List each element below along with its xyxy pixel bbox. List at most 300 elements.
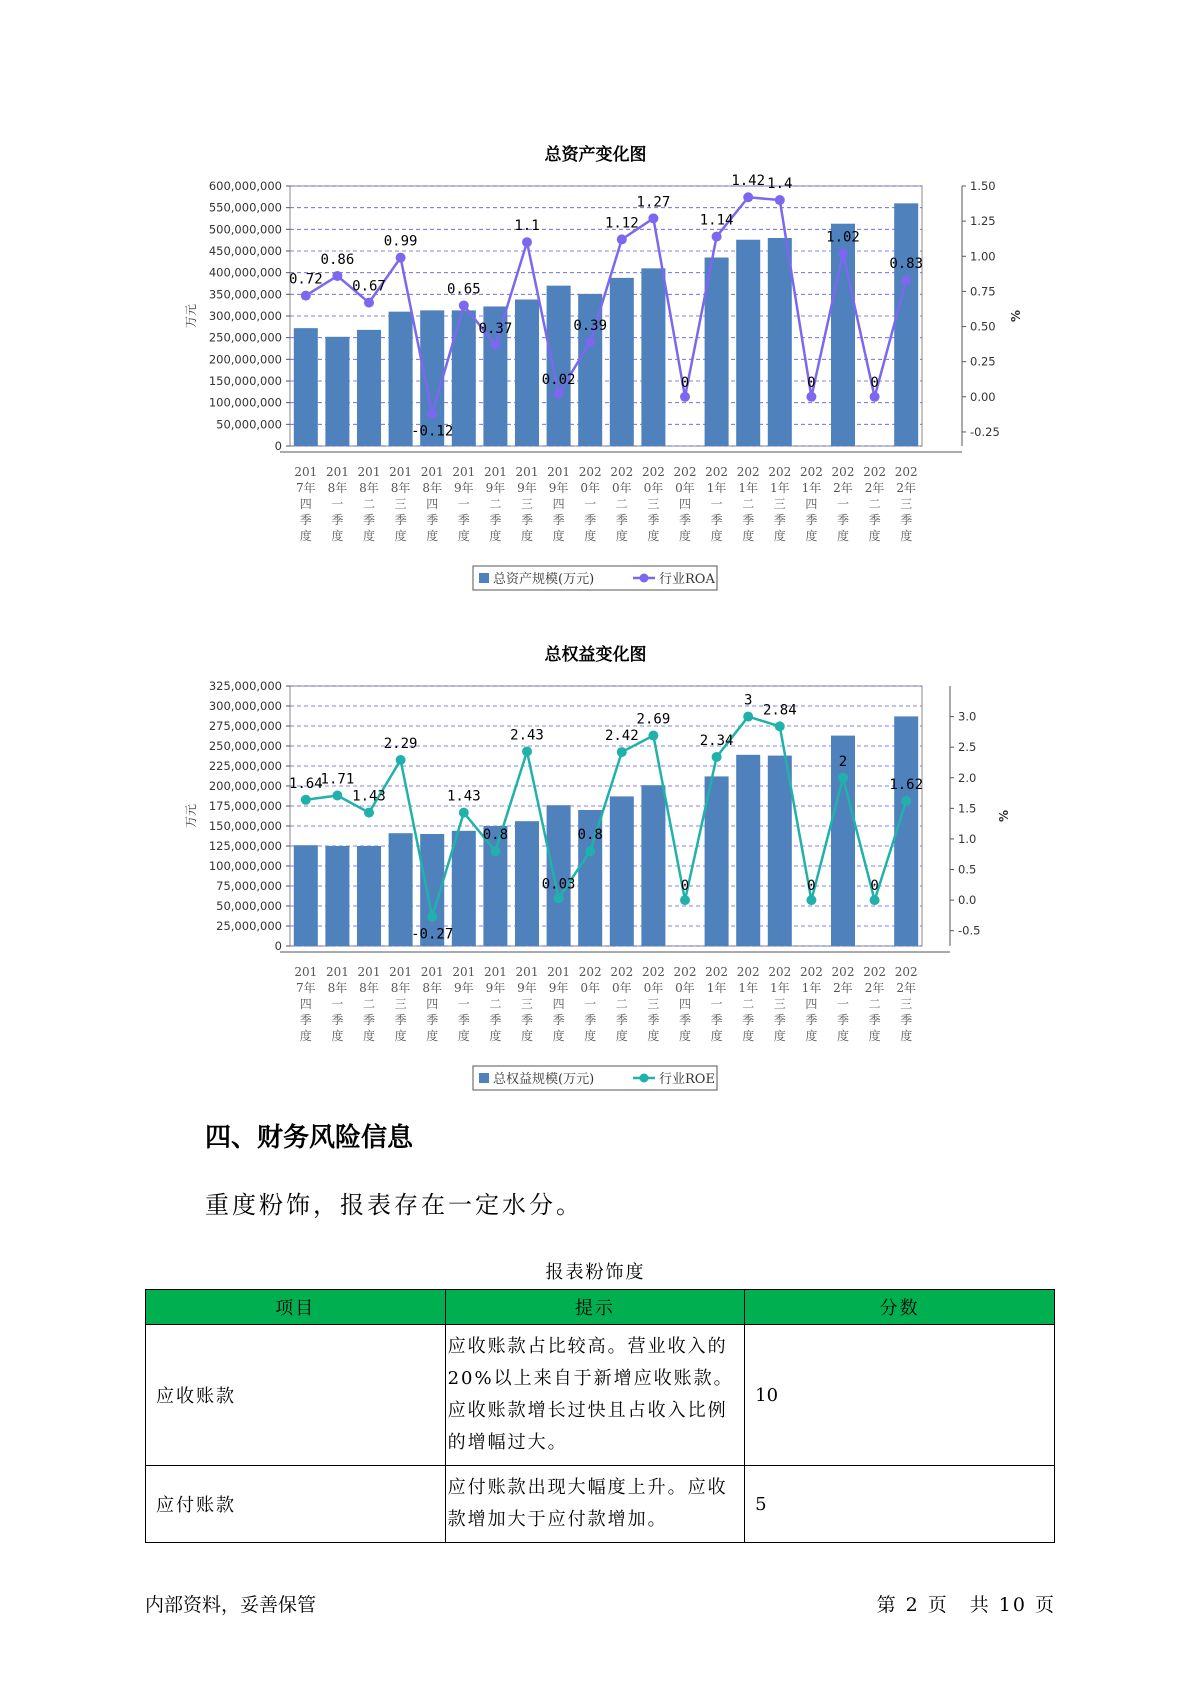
x-tick-label: 季	[584, 1013, 597, 1027]
bar	[357, 330, 381, 446]
row-item: 应收账款	[146, 1325, 446, 1466]
data-label: 1.71	[320, 771, 355, 788]
x-tick-label: 季	[552, 1013, 565, 1027]
x-tick-label: 201	[515, 465, 539, 479]
bar	[768, 756, 792, 946]
x-tick-label: 度	[489, 1029, 502, 1043]
x-tick-label: 1年	[706, 981, 727, 995]
x-tick-label: 201	[294, 465, 318, 479]
line-point	[870, 392, 880, 402]
line-point	[838, 248, 848, 258]
line-point	[806, 392, 816, 402]
x-tick-label: 度	[678, 529, 692, 543]
x-tick-label: 季	[615, 513, 628, 527]
x-tick-label: 度	[331, 1029, 344, 1043]
x-tick-label: 1年	[769, 481, 790, 495]
x-tick-label: 季	[805, 513, 818, 527]
x-tick-label: 度	[615, 529, 628, 543]
x-tick-label: 1年	[769, 981, 790, 995]
x-tick-label: 三	[773, 497, 786, 511]
data-label: 2	[838, 753, 848, 770]
x-tick-label: 四	[678, 997, 692, 1011]
x-tick-label: 一	[331, 997, 344, 1011]
x-tick-label: 8年	[422, 481, 443, 495]
bar	[894, 203, 918, 446]
table-header-row	[146, 1290, 1055, 1325]
x-tick-label: 度	[710, 1029, 723, 1043]
legend-bar-swatch	[479, 573, 489, 583]
x-tick-label: 度	[773, 529, 786, 543]
line-point	[396, 755, 406, 765]
legend-line-marker	[640, 574, 649, 583]
x-tick-label: 202	[610, 465, 634, 479]
x-tick-label: 一	[584, 997, 597, 1011]
legend-label: 总资产规模(万元)	[493, 572, 595, 587]
x-tick-label: 0年	[611, 481, 632, 495]
line-point	[301, 291, 311, 301]
legend-line-marker	[640, 1074, 649, 1083]
x-tick-label: 201	[357, 965, 381, 979]
x-tick-label: 202	[610, 965, 634, 979]
x-tick-label: 季	[710, 513, 723, 527]
x-tick-label: 9年	[517, 981, 537, 995]
data-label: -0.12	[411, 423, 454, 440]
line-point	[396, 253, 406, 263]
data-label: 0	[870, 878, 879, 895]
bar	[705, 776, 729, 946]
line-point	[712, 752, 722, 762]
line-point	[554, 893, 564, 903]
data-label: 0.67	[352, 278, 386, 295]
bar	[736, 755, 760, 946]
x-tick-label: 季	[868, 1013, 881, 1027]
y-tick-label: 150,000,000	[208, 819, 282, 833]
y-tick-label: 250,000,000	[208, 739, 282, 753]
y-tick-label: 275,000,000	[208, 719, 282, 733]
line-point	[364, 808, 374, 818]
x-tick-label: 0年	[643, 481, 664, 495]
x-tick-label: 二	[362, 497, 376, 511]
x-tick-label: 季	[520, 1013, 534, 1027]
x-tick-label: 四	[805, 497, 818, 511]
x-tick-label: 202	[768, 465, 792, 479]
x-tick-label: 201	[357, 465, 381, 479]
y-tick-label: 100,000,000	[208, 859, 282, 873]
x-tick-label: 8年	[359, 481, 379, 495]
data-label: 2.29	[383, 736, 418, 753]
x-tick-label: 202	[736, 965, 760, 979]
data-label: 0	[807, 878, 816, 895]
x-tick-label: 四	[299, 497, 312, 511]
x-tick-label: 季	[394, 513, 407, 527]
x-tick-label: 度	[900, 1029, 913, 1043]
x-tick-label: 201	[325, 465, 349, 479]
line-point	[554, 389, 564, 399]
footer-note: 内部资料，妥善保管	[145, 1594, 317, 1616]
legend-bar-swatch	[479, 1073, 489, 1083]
x-tick-label: 202	[578, 465, 602, 479]
line-point	[743, 712, 753, 722]
line-point	[585, 846, 595, 856]
x-tick-label: 二	[362, 997, 376, 1011]
y-tick-label: 50,000,000	[216, 417, 282, 432]
x-tick-label: 季	[489, 1013, 502, 1027]
y2-tick-label: 2.5	[958, 740, 977, 755]
x-tick-label: 二	[615, 497, 628, 511]
row-hint: 应收账款占比较高。营业收入的20%以上来自于新增应收账款。应收账款增长过快且占收入比例的增幅过大。	[445, 1325, 745, 1466]
x-tick-label: 9年	[485, 481, 506, 495]
y-tick-label: 325,000,000	[208, 679, 282, 693]
y-tick-label: 600,000,000	[208, 179, 282, 193]
total-equity-chart-svg	[0, 640, 1191, 1095]
line-point	[522, 237, 532, 247]
x-tick-label: 202	[894, 965, 918, 979]
data-label: 0.83	[889, 256, 924, 273]
section-title: 四、财务风险信息	[205, 1123, 414, 1153]
whitewash-table	[145, 1289, 1055, 1543]
x-tick-label: 季	[299, 1013, 312, 1027]
x-tick-label: 三	[647, 497, 660, 511]
x-tick-label: 一	[457, 997, 470, 1011]
x-tick-label: 季	[678, 1013, 692, 1027]
row-item: 应付账款	[146, 1466, 446, 1543]
x-tick-label: 1年	[801, 481, 822, 495]
x-tick-label: 季	[489, 513, 502, 527]
bar	[325, 337, 349, 446]
x-tick-label: 一	[836, 497, 850, 511]
bar	[547, 286, 571, 446]
x-tick-label: 度	[836, 529, 850, 543]
x-tick-label: 季	[426, 1013, 439, 1027]
x-tick-label: 度	[457, 1029, 470, 1043]
y-tick-label: 550,000,000	[208, 200, 282, 215]
legend-label: 总权益规模(万元)	[493, 1072, 595, 1087]
x-tick-label: 201	[547, 965, 571, 979]
y-axis-label: 万元	[184, 803, 198, 829]
x-tick-label: 季	[900, 513, 913, 527]
x-tick-label: 0年	[580, 981, 601, 995]
bar	[610, 278, 634, 446]
x-tick-label: 一	[836, 997, 850, 1011]
data-label: 2.42	[604, 728, 639, 745]
y-tick-label: 350,000,000	[208, 287, 282, 302]
x-tick-label: 202	[863, 465, 887, 479]
x-tick-label: 度	[426, 1029, 439, 1043]
x-tick-label: 202	[863, 965, 887, 979]
y2-tick-label: 0.50	[970, 319, 996, 334]
line-point	[301, 795, 311, 805]
x-tick-label: 度	[520, 529, 534, 543]
y-tick-label: 500,000,000	[208, 222, 282, 237]
line-point	[870, 895, 880, 905]
data-label: -0.27	[411, 926, 454, 943]
bar	[483, 826, 507, 946]
x-tick-label: 三	[900, 997, 913, 1011]
y-tick-label: 50,000,000	[216, 899, 282, 913]
x-tick-label: 7年	[295, 481, 316, 495]
header-score: 分数	[745, 1290, 1055, 1325]
y-tick-label: 300,000,000	[208, 309, 282, 323]
line-point	[459, 300, 469, 310]
data-label: 0.39	[573, 318, 608, 334]
y2-tick-label: 0.5	[958, 862, 977, 877]
x-tick-label: 季	[805, 1013, 818, 1027]
x-tick-label: 二	[489, 997, 502, 1011]
x-tick-label: 二	[742, 997, 755, 1011]
x-tick-label: 8年	[422, 981, 443, 995]
x-tick-label: 季	[868, 513, 881, 527]
x-tick-label: 202	[673, 465, 697, 479]
x-tick-label: 2年	[833, 481, 853, 495]
x-tick-label: 季	[552, 513, 565, 527]
x-tick-label: 201	[325, 965, 349, 979]
x-tick-label: 度	[520, 1029, 534, 1043]
x-tick-label: 度	[836, 1029, 850, 1043]
row-score: 5	[745, 1466, 1055, 1543]
data-label: 3	[743, 692, 753, 709]
x-tick-label: 四	[426, 997, 439, 1011]
x-tick-label: 201	[483, 965, 507, 979]
x-tick-label: 2年	[864, 981, 885, 995]
x-tick-label: 201	[420, 465, 444, 479]
x-tick-label: 0年	[675, 981, 695, 995]
x-tick-label: 度	[710, 529, 723, 543]
bar	[641, 268, 665, 446]
y2-tick-label: 1.25	[970, 214, 996, 229]
x-tick-label: 202	[578, 965, 602, 979]
data-label: 1.43	[352, 788, 386, 805]
bar	[515, 300, 539, 446]
x-tick-label: 201	[515, 965, 539, 979]
x-tick-label: 度	[615, 1029, 628, 1043]
x-tick-label: 202	[673, 965, 697, 979]
data-label: 0.86	[320, 251, 355, 268]
line-point	[490, 846, 500, 856]
line-point	[680, 895, 690, 905]
y2-axis-label: %	[997, 809, 1011, 823]
line-point	[648, 731, 658, 741]
x-tick-label: 1年	[738, 981, 759, 995]
x-tick-label: 1年	[801, 981, 822, 995]
x-tick-label: 度	[299, 1029, 312, 1043]
x-tick-label: 9年	[517, 481, 537, 495]
x-tick-label: 202	[768, 965, 792, 979]
line-point	[712, 232, 722, 242]
y-tick-label: 100,000,000	[208, 395, 282, 410]
legend-label: 行业ROA	[659, 572, 715, 587]
x-tick-label: 度	[331, 529, 344, 543]
x-tick-label: 度	[742, 529, 755, 543]
x-tick-label: 201	[483, 465, 507, 479]
data-label: 1.14	[699, 212, 734, 229]
y-tick-label: 300,000,000	[208, 699, 282, 713]
x-tick-label: 四	[678, 497, 692, 511]
x-tick-label: 8年	[390, 981, 411, 995]
bar	[294, 845, 318, 946]
bar	[736, 240, 760, 446]
x-tick-label: 季	[773, 1013, 786, 1027]
line-point	[901, 796, 911, 806]
bar	[294, 328, 318, 446]
y-tick-label: 250,000,000	[208, 330, 282, 345]
x-tick-label: 季	[394, 1013, 407, 1027]
line-point	[490, 340, 500, 350]
data-label: 0.99	[383, 233, 418, 250]
x-tick-label: 度	[647, 529, 660, 543]
x-tick-label: 202	[641, 965, 665, 979]
x-tick-label: 一	[710, 997, 723, 1011]
row-hint: 应付账款出现大幅度上升。应收款增加大于应付款增加。	[445, 1466, 745, 1543]
x-tick-label: 度	[900, 529, 913, 543]
x-tick-label: 202	[831, 465, 855, 479]
bar	[610, 796, 634, 946]
row-score: 10	[745, 1325, 1055, 1466]
data-label: 1.4	[767, 176, 793, 193]
x-tick-label: 度	[299, 529, 312, 543]
x-tick-label: 0年	[675, 481, 695, 495]
y-tick-label: 0	[274, 939, 282, 953]
y2-tick-label: 0.00	[970, 389, 996, 404]
data-label: 2.69	[636, 711, 671, 728]
x-tick-label: 201	[547, 465, 571, 479]
y2-tick-label: 0.0	[958, 893, 977, 908]
x-tick-label: 三	[900, 497, 913, 511]
x-tick-label: 度	[584, 1029, 597, 1043]
y-axis-label: 万元	[184, 303, 198, 329]
x-tick-label: 9年	[548, 981, 569, 995]
y-tick-label: 400,000,000	[208, 265, 282, 280]
y2-axis-label: %	[1009, 309, 1023, 323]
line-point	[775, 195, 785, 205]
data-label: 0	[680, 878, 690, 895]
x-tick-label: 度	[805, 1029, 818, 1043]
page-number: 第 2 页 共 10 页	[876, 1594, 1056, 1616]
x-tick-label: 2年	[864, 481, 885, 495]
x-tick-label: 季	[836, 513, 850, 527]
data-label: 1.27	[636, 194, 671, 211]
line-point	[775, 721, 785, 731]
x-tick-label: 度	[773, 1029, 786, 1043]
plot-area	[290, 686, 922, 946]
bar	[357, 846, 381, 946]
data-label: 0.72	[288, 271, 323, 288]
total-equity-chart	[0, 640, 1191, 1095]
x-tick-label: 季	[457, 1013, 470, 1027]
x-tick-label: 三	[647, 997, 660, 1011]
data-label: 2.34	[699, 732, 734, 749]
x-tick-label: 201	[389, 465, 413, 479]
line-point	[364, 298, 374, 308]
x-tick-label: 季	[678, 513, 692, 527]
section-text: 重度粉饰，报表存在一定水分。	[205, 1191, 583, 1219]
data-label: 0.02	[541, 372, 576, 388]
x-tick-label: 度	[457, 529, 470, 543]
x-tick-label: 2年	[896, 981, 917, 995]
x-tick-label: 度	[362, 1029, 376, 1043]
y-tick-label: 200,000,000	[208, 779, 282, 793]
x-tick-label: 三	[520, 997, 534, 1011]
x-tick-label: 202	[641, 465, 665, 479]
x-tick-label: 季	[742, 1013, 755, 1027]
x-tick-label: 季	[362, 1013, 376, 1027]
x-tick-label: 四	[299, 997, 312, 1011]
bar	[389, 312, 413, 446]
x-tick-label: 201	[420, 965, 444, 979]
x-tick-label: 季	[773, 513, 786, 527]
bar	[768, 238, 792, 446]
x-tick-label: 202	[799, 465, 823, 479]
x-tick-label: 三	[394, 997, 407, 1011]
table-row	[146, 1325, 1055, 1466]
x-tick-label: 二	[489, 497, 502, 511]
x-tick-label: 季	[647, 513, 660, 527]
x-tick-label: 8年	[327, 981, 348, 995]
x-tick-label: 季	[331, 513, 344, 527]
chart-title: 总资产变化图	[544, 145, 647, 165]
x-tick-label: 季	[457, 513, 470, 527]
x-tick-label: 度	[394, 1029, 407, 1043]
x-tick-label: 季	[520, 513, 534, 527]
data-label: 0.65	[446, 281, 481, 298]
legend-label: 行业ROE	[659, 1072, 715, 1087]
x-tick-label: 202	[894, 465, 918, 479]
x-tick-label: 度	[742, 1029, 755, 1043]
y-tick-label: 175,000,000	[208, 799, 282, 813]
x-tick-label: 一	[710, 497, 723, 511]
line-point	[648, 213, 658, 223]
x-tick-label: 8年	[390, 481, 411, 495]
x-tick-label: 一	[584, 497, 597, 511]
total-assets-chart-svg	[0, 140, 1191, 595]
x-tick-label: 202	[705, 465, 729, 479]
x-tick-label: 9年	[485, 981, 506, 995]
data-label: 1.12	[604, 215, 639, 232]
y-tick-label: 75,000,000	[216, 879, 282, 893]
x-tick-label: 8年	[327, 481, 348, 495]
data-label: 1.62	[889, 777, 924, 794]
x-tick-label: 季	[710, 1013, 723, 1027]
data-label: 1.02	[826, 229, 860, 246]
y2-tick-label: 1.0	[958, 831, 977, 846]
x-tick-label: 二	[868, 997, 881, 1011]
x-tick-label: 201	[452, 965, 476, 979]
x-tick-label: 度	[552, 1029, 565, 1043]
bar	[515, 821, 539, 946]
chart-title: 总权益变化图	[544, 645, 647, 665]
x-tick-label: 8年	[359, 981, 379, 995]
data-label: 0.03	[541, 876, 576, 893]
x-tick-label: 季	[647, 1013, 660, 1027]
line-point	[459, 808, 469, 818]
data-label: 0	[870, 374, 879, 391]
x-tick-label: 202	[736, 465, 760, 479]
line-point	[680, 392, 690, 402]
y2-tick-label: 1.00	[970, 249, 996, 264]
x-tick-label: 季	[900, 1013, 913, 1027]
x-tick-label: 季	[584, 513, 597, 527]
x-tick-label: 季	[615, 1013, 628, 1027]
y-tick-label: 25,000,000	[216, 919, 282, 933]
y2-tick-label: 0.25	[970, 354, 996, 369]
x-tick-label: 0年	[611, 981, 632, 995]
line-point	[427, 409, 437, 419]
x-tick-label: 季	[362, 513, 376, 527]
header-item: 项目	[146, 1290, 446, 1325]
data-label: 2.84	[762, 702, 797, 719]
bar	[389, 833, 413, 946]
y-tick-label: 225,000,000	[208, 759, 282, 773]
line-point	[901, 275, 911, 285]
